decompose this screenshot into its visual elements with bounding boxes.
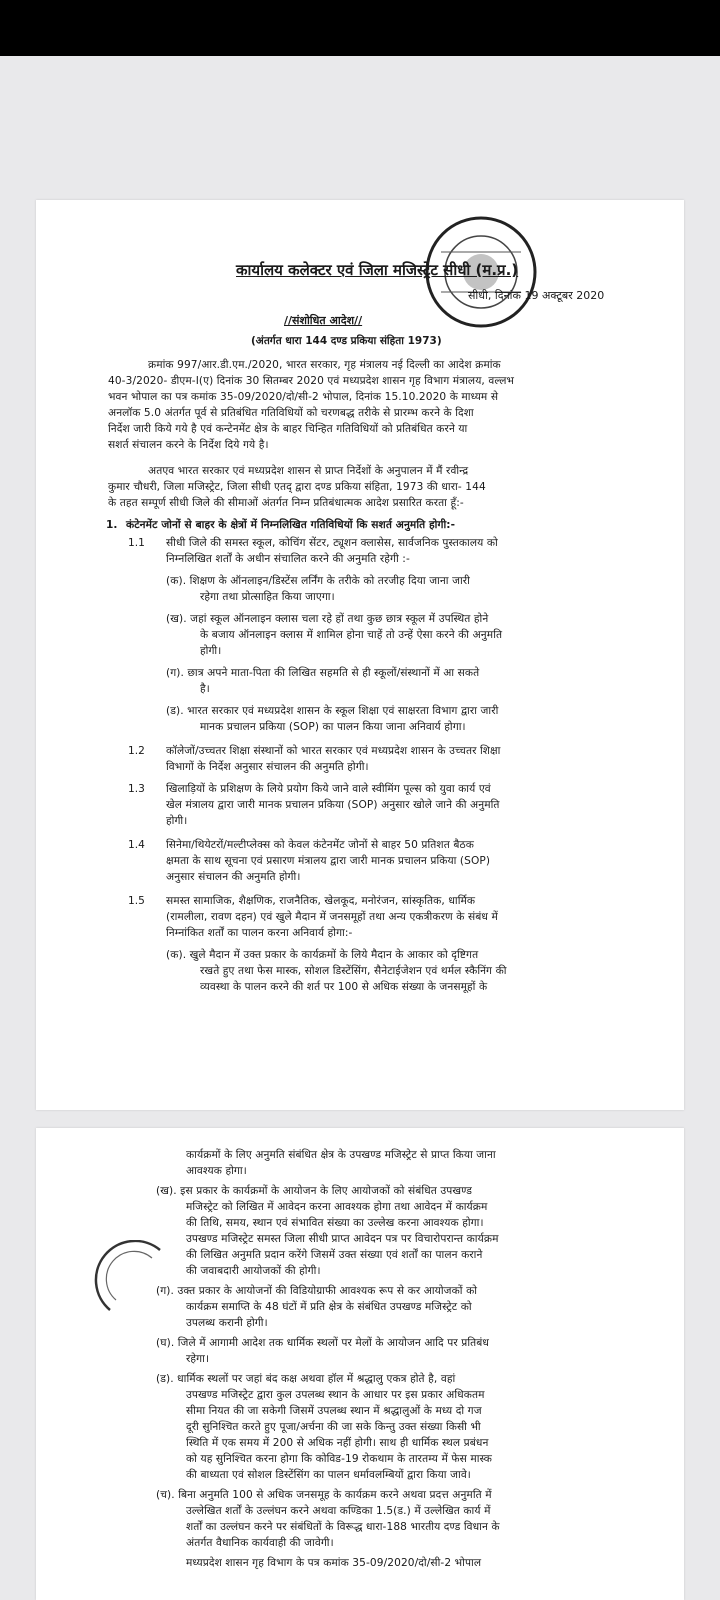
clause-line: व्यवस्था के पालन करने की शर्त पर 100 से अधिक संख्या के जनसमूहों के bbox=[200, 981, 488, 993]
subpoint-line: क्षमता के साथ सूचना एवं प्रसारण मंत्रालय द्वारा जारी मानक प्रचालन प्रकिया (SOP) bbox=[166, 855, 491, 867]
cont-line: कार्यक्रमों के लिए अनुमति संबंधित क्षेत्र के उपखण्ड मजिस्ट्रेट से प्राप्त किया जाना bbox=[186, 1149, 496, 1161]
clause-line: मजिस्ट्रेट को लिखित में आवेदन करना आवश्यक होगा तथा आवेदन में कार्यक्रम bbox=[186, 1201, 488, 1213]
document-page-1[interactable] bbox=[36, 200, 684, 1110]
subpoint-number: 1.1 bbox=[128, 537, 145, 549]
clause-line: है। bbox=[200, 683, 210, 695]
clause-line: उपलब्ध करानी होगी। bbox=[186, 1317, 268, 1329]
subpoint-line: अनुसार संचालन की अनुमति होगी। bbox=[166, 871, 301, 883]
section-heading: (अंतर्गत धारा 144 दण्ड प्रकिया संहिता 1973) bbox=[251, 335, 442, 347]
clause-line: के बजाय ऑनलाइन क्लास में शामिल होना चाहें तो उन्हें ऐसा करने की अनुमति bbox=[200, 629, 503, 641]
subpoint-line: खिलाड़ियों के प्रशिक्षण के लिये प्रयोग किये जाने वाले स्वीमिंग पूल्स को युवा कार्य एवं bbox=[166, 783, 491, 795]
subpoint-line: होगी। bbox=[166, 815, 188, 827]
point-number: 1. bbox=[106, 519, 118, 531]
clause-line: सीमा नियत की जा सकेगी जिसमें उपलब्ध स्थान में श्रद्धालुओं के मध्य दो गज bbox=[186, 1405, 482, 1417]
subpoint-number: 1.3 bbox=[128, 783, 145, 795]
intro-line: भवन भोपाल का पत्र कमांक 35-09/2020/दो/सी-2 भोपाल, दिनांक 15.10.2020 के माध्यम से bbox=[108, 391, 499, 403]
cont-line: आवश्यक होगा। bbox=[186, 1165, 247, 1177]
point-title: कंटेनमेंट जोनों से बाहर के क्षेत्रों में निम्नलिखित गतिविधियों कि सशर्त अनुमति होगी:- bbox=[126, 519, 456, 531]
para2-line: के तहत सम्पूर्ण सीधी जिले की सीमाओं अंतर्गत निम्न प्रतिबंधात्मक आदेश प्रसारित करता हूँ:- bbox=[108, 497, 464, 509]
clause-line: अंतर्गत वैधानिक कार्यवाही की जावेगी। bbox=[186, 1537, 334, 1549]
clause-line: (क). शिक्षण के ऑनलाइन/डिस्टेंस लर्निंग के तरीके को तरजीह दिया जाना जारी bbox=[166, 575, 470, 587]
clause-line: को यह सुनिश्चित करना होगा कि कोविड-19 रोकथाम के तारतम्य में फेस मास्क bbox=[186, 1453, 493, 1465]
clause-line: (ड). भारत सरकार एवं मध्यप्रदेश शासन के स्कूल शिक्षा एवं साक्षरता विभाग द्वारा जारी bbox=[166, 705, 499, 717]
clause-line: शर्तों का उल्लंघन करने पर संबंधितों के विरूद्ध धारा-188 भारतीय दण्ड विधान के bbox=[186, 1521, 500, 1533]
clause-line: उल्लेखित शर्तों के उल्लंघन करने अथवा कण्डिका 1.5(ड.) में उल्लेखित कार्य में bbox=[186, 1505, 491, 1517]
clause-line: (ख). जहां स्कूल ऑनलाइन क्लास चला रहे हों तथा कुछ छात्र स्कूल में उपस्थित होने bbox=[166, 613, 489, 625]
intro-line: अनलॉक 5.0 अंतर्गत पूर्व से प्रतिबंधित गतिविधियों को चरणबद्ध तरीके से प्रारम्भ करने के दिशा bbox=[108, 407, 474, 419]
order-heading: //संशोधित आदेश// bbox=[284, 314, 363, 327]
clause-line: उपखण्ड मजिस्ट्रेट द्वारा कुल उपलब्ध स्थान के आधार पर इस प्रकार अधिकतम bbox=[186, 1389, 485, 1401]
intro-line: सशर्त संचालन करने के निर्देश दिये गये है। bbox=[108, 439, 269, 451]
clause-line: (क). खुले मैदान में उक्त प्रकार के कार्यक्रमों के लिये मैदान के आकार को दृष्टिगत bbox=[166, 949, 479, 961]
subpoint-number: 1.5 bbox=[128, 895, 145, 907]
clause-line: स्थिति में एक समय में 200 से अधिक नहीं होगी। साथ ही धार्मिक स्थल प्रबंधन bbox=[186, 1437, 489, 1449]
clause-line: की लिखित अनुमति प्रदान करेंगे जिसमें उक्त संख्या एवं शर्तों का पालन कराने bbox=[186, 1249, 483, 1261]
subpoint-line: समस्त सामाजिक, शैक्षणिक, राजनैतिक, खेलकूद, मनोरंजन, सांस्कृतिक, धार्मिक bbox=[166, 895, 476, 907]
subpoint-line: (रामलीला, रावण दहन) एवं खुले मैदान में जनसमूहों तथा अन्य एकत्रीकरण के संबंध में bbox=[166, 911, 498, 923]
office-title: कार्यालय कलेक्टर एवं जिला मजिस्ट्रेट सीधी (म.प्र.) bbox=[236, 261, 519, 279]
status-bar bbox=[0, 0, 720, 56]
clause-line: (ड). धार्मिक स्थलों पर जहां बंद कक्ष अथवा हॉल में श्रद्धालु एकत्र होते है, वहां bbox=[156, 1373, 456, 1385]
clause-line: (ख). इस प्रकार के कार्यक्रमों के आयोजन के लिए आयोजकों को संबंधित उपखण्ड bbox=[156, 1185, 473, 1197]
subpoint-line: सीधी जिले की समस्त स्कूल, कोचिंग सेंटर, ट्यूशन क्लासेस, सार्वजनिक पुस्तकालय को bbox=[166, 537, 498, 549]
clause-line: की जवाबदारी आयोजकों की होगी। bbox=[186, 1265, 321, 1277]
clause-line: होगी। bbox=[200, 645, 222, 657]
clause-line: दूरी सुनिश्चित करते हुए पूजा/अर्चना की जा सके किन्तु उक्त संख्या किसी भी bbox=[186, 1421, 481, 1433]
date-line: सीधी, दिनांक 19 अक्टूबर 2020 bbox=[468, 289, 605, 302]
clause-line: की बाध्यता एवं सोशल डिस्टेंसिंग का पालन धर्मावलम्बियों द्वारा किया जावे। bbox=[186, 1469, 471, 1481]
magistrate-seal-icon bbox=[90, 1240, 170, 1320]
last-line: मध्यप्रदेश शासन गृह विभाग के पत्र कमांक 35-09/2020/दो/सी-2 भोपाल bbox=[186, 1557, 482, 1569]
subpoint-line: कॉलेजों/उच्चतर शिक्षा संस्थानों को भारत सरकार एवं मध्यप्रदेश शासन के उच्चतर शिक्षा bbox=[166, 745, 501, 757]
clause-line: की तिथि, समय, स्थान एवं संभावित संख्या का उल्लेख करना आवश्यक होगा। bbox=[186, 1217, 484, 1229]
clause-line: उपखण्ड मजिस्ट्रेट समस्त जिला सीधी प्राप्त आवेदन पत्र पर विचारोपरान्त कार्यक्रम bbox=[186, 1233, 499, 1245]
clause-line: रखते हुए तथा फेस मास्क, सोशल डिस्टेंसिंग, सैनेटाईजेशन एवं थर्मल स्कैनिंग की bbox=[200, 965, 507, 977]
clause-line: रहेगा। bbox=[186, 1353, 210, 1365]
subpoint-line: निम्नांकित शर्तों का पालन करना अनिवार्य होगा:- bbox=[166, 927, 353, 939]
para2-line: अतएव भारत सरकार एवं मध्यप्रदेश शासन से प्राप्त निर्देशों के अनुपालन में मैं रवीन्द्र bbox=[148, 465, 469, 477]
intro-line: निर्देश जारी किये गये है एवं कन्टेनमेंट क्षेत्र के बाहर चिन्हित गतिविधियों को प्रतिबंधित करने या bbox=[108, 423, 468, 435]
clause-line: (च). बिना अनुमति 100 से अधिक जनसमूह के कार्यक्रम करने अथवा प्रदत्त अनुमति में bbox=[156, 1489, 492, 1501]
intro-line: क्रमांक 997/आर.डी.एम./2020, भारत सरकार, गृह मंत्रालय नई दिल्ली का आदेश क्रमांक bbox=[148, 359, 501, 371]
clause-line: मानक प्रचालन प्रकिया (SOP) का पालन किया जाना अनिवार्य होगा। bbox=[200, 721, 466, 733]
clause-line: (ग). उक्त प्रकार के आयोजनों की विडियोग्राफी आवश्यक रूप से कर आयोजकों को bbox=[156, 1285, 478, 1297]
subpoint-number: 1.2 bbox=[128, 745, 145, 757]
subpoint-line: खेल मंत्रालय द्वारा जारी मानक प्रचालन प्रकिया (SOP) अनुसार खोले जाने की अनुमति bbox=[166, 799, 500, 811]
subpoint-number: 1.4 bbox=[128, 839, 145, 851]
clause-line: (घ). जिले में आगामी आदेश तक धार्मिक स्थलों पर मेलों के आयोजन आदि पर प्रतिबंध bbox=[156, 1337, 490, 1349]
document-page-2[interactable] bbox=[36, 1128, 684, 1600]
intro-line: 40-3/2020- डीएम-I(ए) दिनांक 30 सितम्बर 2020 एवं मध्यप्रदेश शासन गृह विभाग मंत्रालय, वल्लभ bbox=[108, 375, 515, 387]
para2-line: कुमार चौधरी, जिला मजिस्ट्रेट, जिला सीधी एतद् द्वारा दण्ड प्रकिया संहिता, 1973 की धारा- 144 bbox=[108, 481, 486, 493]
clause-line: कार्यक्रम समाप्ति के 48 घंटों में प्रति क्षेत्र के संबंधित उपखण्ड मजिस्ट्रेट को bbox=[186, 1301, 472, 1313]
clause-line: (ग). छात्र अपने माता-पिता की लिखित सहमति से ही स्कूलों/संस्थानों में आ सकते bbox=[166, 667, 480, 679]
subpoint-line: सिनेमा/थियेटरों/मल्टीप्लेक्स को केवल कंटेनमेंट जोनों से बाहर 50 प्रतिशत बैठक bbox=[166, 839, 474, 851]
clause-line: रहेगा तथा प्रोत्साहित किया जाएगा। bbox=[200, 591, 335, 603]
subpoint-line: विभागों के निर्देश अनुसार संचालन की अनुमति होगी। bbox=[166, 761, 369, 773]
subpoint-line: निम्नलिखित शर्तों के अधीन संचालित करने की अनुमति रहेगी :- bbox=[166, 553, 410, 565]
